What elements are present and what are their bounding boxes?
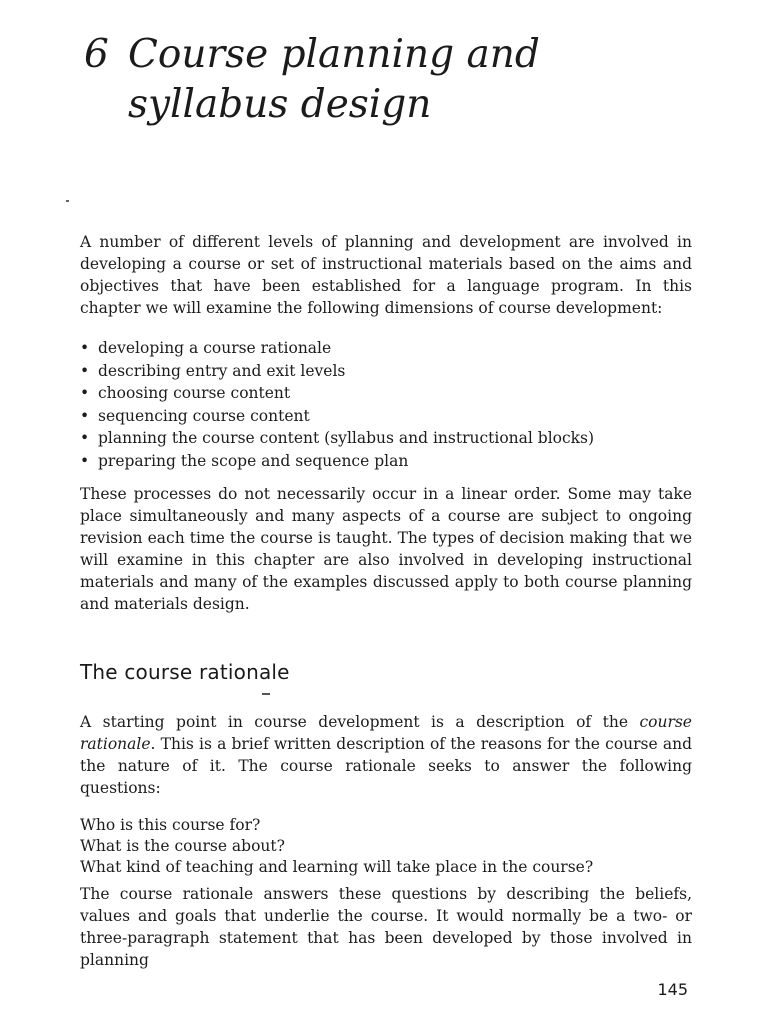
dimensions-list [80,337,692,472]
rationale-paragraph-start: A starting point in course development is a description of the [80,713,640,731]
rationale-questions [80,815,692,878]
scan-speck [262,693,270,695]
rationale-paragraph-rest: This is a brief written description of the reasons for the course and the nature of it. The course rationale seeks to answer the following questions: [80,735,692,797]
chapter-heading [84,30,684,130]
list-item: • choosing course content [80,382,692,405]
chapter-title-line-1: Course planning and [128,32,540,77]
list-item: • describing entry and exit levels [80,360,692,383]
question-line: What is the course about? [80,837,285,855]
closing-paragraph: The course rationale answers these questions by describing the beliefs, values and goals that underlie the course. It would normally be a two- or three-paragraph statement that has been developed by those involved in planning [80,885,692,969]
question-line: Who is this course for? [80,816,261,834]
list-item: • sequencing course content [80,405,692,428]
list-item: • developing a course rationale [80,337,692,360]
chapter-number: 6 [84,32,109,77]
question-line: What kind of teaching and learning will take place in the course? [80,858,594,876]
intro-paragraph: A number of different levels of planning and development are involved in developing a course or set of instructional materials based on the aims and objectives that have been established for a language program. In this chapter we will examine the following dimensions of course development: [80,233,692,317]
section-heading: The course rationale [80,660,290,684]
key-term: course rationale. [80,713,692,753]
scan-speck [66,200,69,202]
rationale-paragraph [80,711,692,799]
list-item: • preparing the scope and sequence plan [80,450,692,473]
chapter-title-line-2: syllabus design [128,82,432,127]
processes-paragraph: These processes do not necessarily occur in a linear order. Some may take place simultaneously and many aspects of a course are subject to ongoing revision each time the course is taught. The types of decision making that we will examine in this chapter are also involved in developing instructional materials and many of the examples discussed apply to both course planning and materials design. [80,485,692,613]
list-item: • planning the course content (syllabus and instructional blocks) [80,427,692,450]
page-number: 145 [657,980,688,999]
